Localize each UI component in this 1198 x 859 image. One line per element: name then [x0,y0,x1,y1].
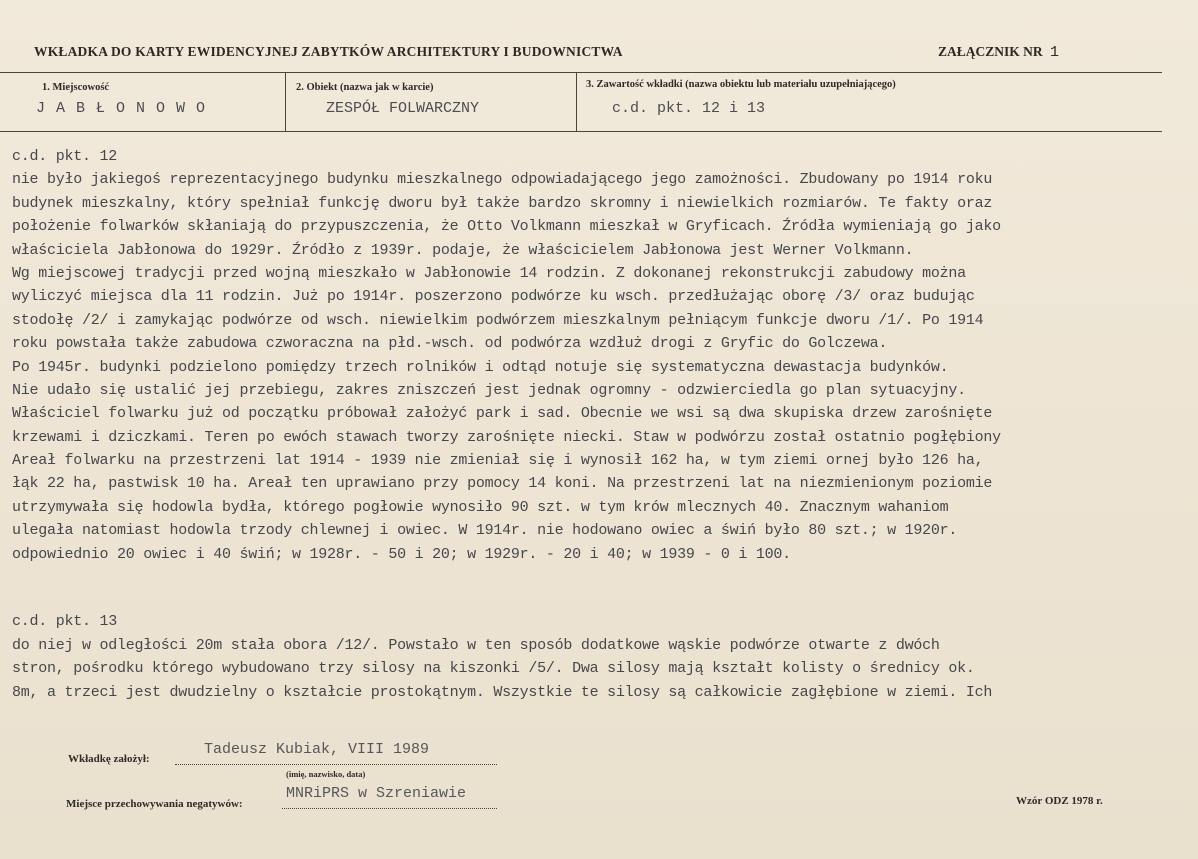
founded-dotted-line [175,764,497,765]
object-value: ZESPÓŁ FOLWARCZNY [326,100,480,117]
text-line: właściciela Jabłonowa do 1929r. Źródło z 1939r. podaje, że właścicielem Jabłonowa jest Werner Volkmann. [12,241,914,259]
text-line: odpowiednio 20 owiec i 40 świń; w 1928r. - 50 i 20; w 1929r. - 20 i 40; w 1939 - 0 i 100. [12,545,791,563]
section-gap [12,589,1192,610]
text-line: stron, pośrodku którego wybudowano trzy silosy na kiszonki /5/. Dwa silosy mają kształt kolisty o średnicy ok. [12,660,975,678]
content-value: c.d. pkt. 12 i 13 [612,100,766,117]
storage-dotted-line [282,808,497,809]
header-divider-top [0,72,1162,73]
place-label: 1. Miejscowość [42,82,110,93]
text-line: stodołę /2/ i zamykając podwórze od wsch. niewielkim podwórzem mieszkalnym pełniącym funkcje dworu /1/. Po 1914 [12,311,984,329]
text-line: wyliczyć miejsca dla 11 rodzin. Już po 1914r. poszerzono podwórze ku wsch. przedłużając oborę /3/ oraz budując [12,288,975,306]
text-line: roku powstała także zabudowa czworaczna na płd.-wsch. od podwórza wzdłuż drogi z Gryfic do Golczewa. [12,335,888,353]
text-line: Po 1945r. budynki podzielono pomiędzy trzech rolników i odtąd notuje się systematyczna dewastacja budynków. [12,358,949,376]
section-pkt-12 [12,145,1192,589]
text-line: 8m, a trzeci jest dwudzielny o kształcie prostokątnym. Wszystkie te silosy są całkowicie zagłębione w ziemi. Ich [12,683,993,701]
field-divider-2 [576,73,577,131]
form-code: Wzór ODZ 1978 r. [1016,795,1103,807]
attachment-number: 1 [1050,44,1060,61]
text-line: do niej w odległości 20m stała obora /12/. Powstało w ten sposób dodatkowe wąskie podwórze otwarte z dwóch [12,636,940,654]
founded-value: Tadeusz Kubiak, VIII 1989 [204,741,430,758]
form-title: WKŁADKA DO KARTY EWIDENCYJNEJ ZABYTKÓW ARCHITEKTURY I BUDOWNICTWA [34,44,623,59]
text-line: Areał folwarku na przestrzeni lat 1914 - 1939 nie zmieniał się i wynosił 162 ha, w tym ziemi ornej było 126 ha, [12,452,984,470]
founded-label: Wkładkę założył: [68,753,150,765]
header-divider-bottom [0,131,1162,132]
text-line: Właściciel folwarku już od początku próbował założyć park i sad. Obecnie we wsi są dwa skupiska drzew zarośnięte [12,405,993,423]
field-divider-1 [285,73,286,131]
object-label: 2. Obiekt (nazwa jak w karcie) [296,82,434,93]
text-line: Wg miejscowej tradycji przed wojną mieszkało w Jabłonowie 14 rodzin. Z dokonanej rekonstrukcji zabudowy można [12,264,966,282]
section-pkt-13 [12,610,1192,704]
place-value: J A B Ł O N O W O [36,100,207,117]
attachment-label: ZAŁĄCZNIK NR [938,44,1043,59]
text-line: c.d. pkt. 12 [12,148,118,165]
storage-label: Miejsce przechowywania negatywów: [66,798,243,810]
storage-value: MNRiPRS w Szreniawie [286,785,467,802]
text-line: utrzymywała się hodowla bydła, którego pogłowie wynosiło 90 szt. w tym krów mlecznych 40. Znacznym wahaniom [12,498,949,516]
typed-text-body [12,145,1192,704]
content-label: 3. Zawartość wkładki (nazwa obiektu lub materiału uzupełniającego) [586,79,896,90]
text-line: budynek mieszkalny, który spełniał funkcję dworu był także bardzo skromny i niewielkich rozmiarów. Te fakty oraz [12,194,993,212]
text-line: nie było jakiegoś reprezentacyjnego budynku mieszkalnego odpowiadającego jego zamożności. Zbudowany po 1914 roku [12,171,993,189]
text-line: ulegała natomiast hodowla trzody chlewnej i owiec. W 1914r. nie hodowano owiec a świń było 80 szt.; w 1920r. [12,522,958,540]
founded-hint: (imię, nazwisko, data) [286,769,366,779]
text-line [12,566,1192,589]
text-line: łąk 22 ha, pastwisk 10 ha. Areał ten uprawiano przy pomocy 14 koni. Na przestrzeni lat na niezmienionym poziomie [12,475,993,493]
text-line: krzewami i dziczkami. Teren po ewóch stawach tworzy zarośnięte niecki. Staw w podwórzu został ostatnio pogłębiony [12,428,1001,446]
text-line: położenie folwarków skłaniają do przypuszczenia, że Otto Volkmann mieszkał w Gryficach. Źródła wymieniają go jako [12,218,1001,236]
text-line: Nie udało się ustalić jej przebiegu, zakres zniszczeń jest jednak ogromny - odzwierciedla go plan sytuacyjny. [12,381,966,399]
attachment-heading [938,44,1059,61]
text-line: c.d. pkt. 13 [12,613,118,631]
